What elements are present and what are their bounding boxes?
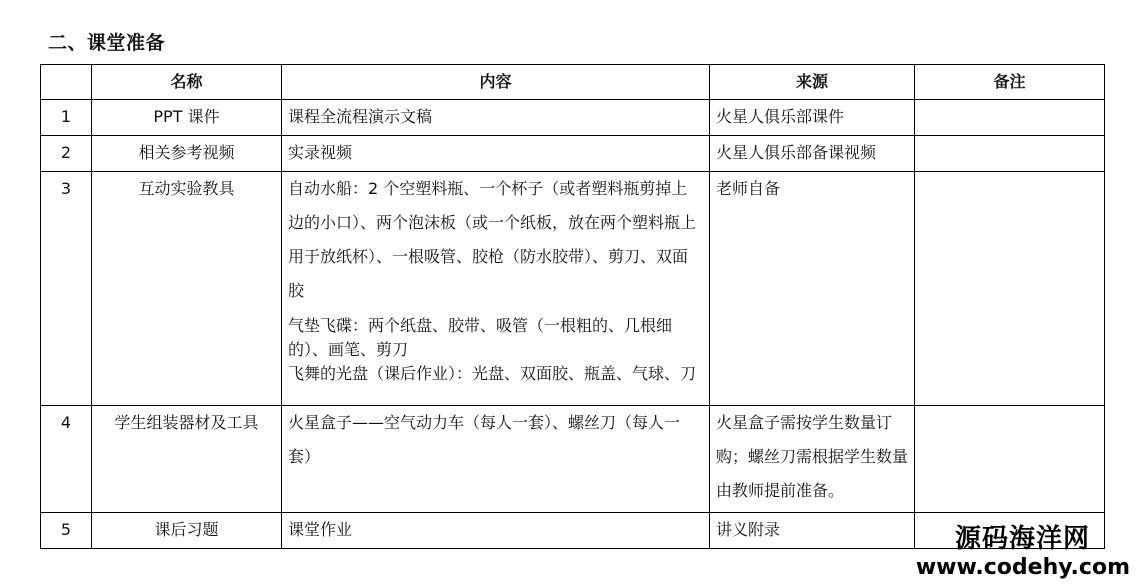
- item-content: [282, 136, 710, 172]
- item-content: [282, 100, 710, 136]
- header-note: 备注: [915, 65, 1105, 100]
- item-source: 火星人俱乐部课件: [710, 100, 915, 136]
- item-name: 学生组装器材及工具: [92, 406, 282, 513]
- content-paragraph-hover-disc: 气垫飞碟：两个纸盘、胶带、吸管（一根粗的、几根细的）、画笔、剪刀: [288, 316, 673, 359]
- item-source: 火星盒子需按学生数量订购；螺丝刀需根据学生数量由教师提前准备。: [710, 406, 915, 513]
- row-number: 3: [41, 172, 92, 406]
- table-row: [41, 406, 1105, 513]
- header-source: 来源: [710, 65, 915, 100]
- item-content: [282, 513, 710, 549]
- watermark-site-url: www.codehy.com: [915, 555, 1130, 580]
- row-number: 1: [41, 100, 92, 136]
- item-note: [915, 136, 1105, 172]
- content-paragraph: 课堂作业: [288, 520, 353, 539]
- item-name: 课后习题: [92, 513, 282, 549]
- row-number: 2: [41, 136, 92, 172]
- item-note: [915, 100, 1105, 136]
- content-paragraph-flying-cd: 飞舞的光盘（课后作业）：光盘、双面胶、瓶盖、气球、刀: [288, 364, 697, 383]
- item-source: 火星人俱乐部备课视频: [710, 136, 915, 172]
- item-note: [915, 172, 1105, 406]
- item-name: 相关参考视频: [92, 136, 282, 172]
- header-name: 名称: [92, 65, 282, 100]
- table-header-row: [41, 65, 1105, 100]
- content-paragraph: 课程全流程演示文稿: [288, 107, 433, 126]
- item-name: 互动实验教具: [92, 172, 282, 406]
- item-name: PPT 课件: [92, 100, 282, 136]
- section-heading: 二、课堂准备: [48, 32, 166, 54]
- header-num: [41, 65, 92, 100]
- item-source: 讲义附录: [710, 513, 915, 549]
- site-watermark: [916, 524, 1130, 582]
- class-preparation-table: [40, 64, 1105, 549]
- row-number: 4: [41, 406, 92, 513]
- row-number: 5: [41, 513, 92, 549]
- watermark-site-name: 源码海洋网: [954, 524, 1090, 554]
- item-content: [282, 172, 710, 406]
- table-row: [41, 172, 1105, 406]
- header-content: 内容: [282, 65, 710, 100]
- content-paragraph-auto-boat: 自动水船：2 个空塑料瓶、一个杯子（或者塑料瓶剪掉上边的小口）、两个泡沫板（或一个纸板，放在两个塑料瓶上用于放纸杯）、一根吸管、胶枪（防水胶带）、剪刀、双面胶: [288, 179, 697, 300]
- item-source: 老师自备: [710, 172, 915, 406]
- item-note: [915, 406, 1105, 513]
- content-paragraph: 实录视频: [288, 143, 353, 162]
- item-content: [282, 406, 710, 513]
- content-paragraph: 火星盒子——空气动力车（每人一套）、螺丝刀（每人一套）: [288, 413, 681, 466]
- table-row: [41, 136, 1105, 172]
- table-row: [41, 100, 1105, 136]
